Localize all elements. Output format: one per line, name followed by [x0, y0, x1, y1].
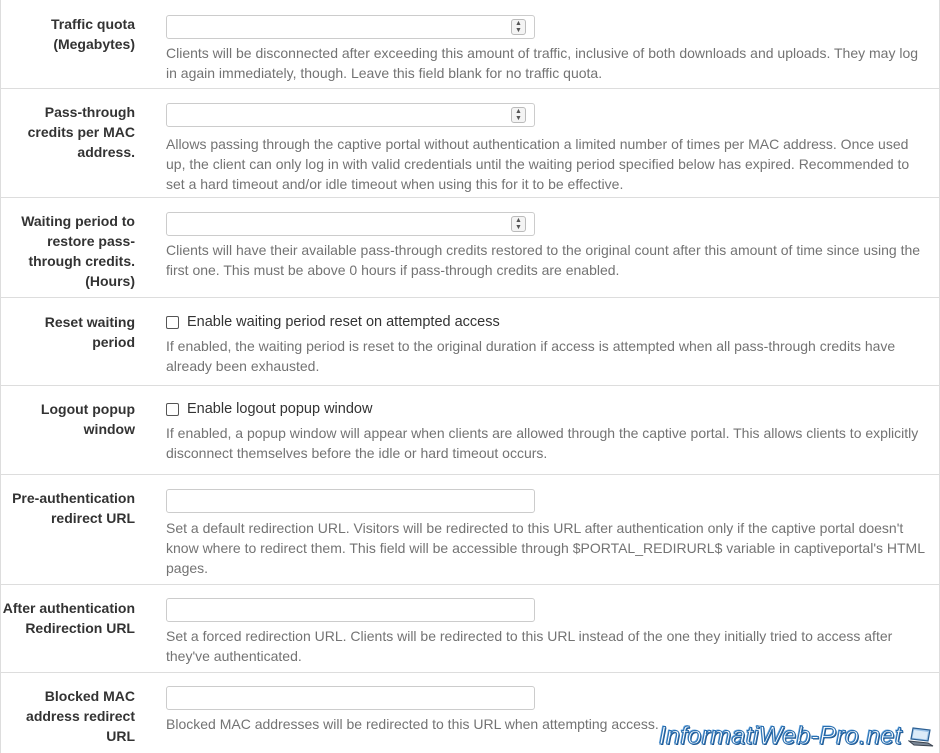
- pass-through-credits-label: Pass-through credits per MAC address.: [27, 104, 135, 160]
- pass-through-credits-help: Allows passing through the captive portal without authentication a limited number of times per MAC address. Once used up, the client can only log in with valid credentials until the waiting period specified below has expired. Recommended to set a hard timeout and/or idle timeout when using this for it to be effective.: [166, 136, 910, 192]
- pre-auth-redirect-label: Pre-authentication redirect URL: [12, 490, 135, 526]
- row-traffic-quota: [1, 0, 939, 89]
- blocked-mac-redirect-input[interactable]: [166, 686, 535, 710]
- spinner-icon[interactable]: ▲ ▼: [511, 19, 526, 35]
- pre-auth-redirect-input[interactable]: [166, 489, 535, 513]
- reset-waiting-period-checkbox[interactable]: [166, 316, 179, 329]
- laptop-icon: [908, 726, 934, 748]
- row-logout-popup: [1, 386, 939, 475]
- pass-through-credits-input[interactable]: [166, 103, 535, 127]
- row-waiting-period: [1, 198, 939, 298]
- row-after-auth-redirect: [1, 585, 939, 673]
- logout-popup-option[interactable]: [166, 399, 929, 419]
- logout-popup-checkbox-label: Enable logout popup window: [187, 401, 373, 417]
- traffic-quota-help: Clients will be disconnected after exceeding this amount of traffic, inclusive of both downloads and uploads. They may log in again immediately, though. Leave this field blank for no traffic quota.: [166, 45, 919, 81]
- blocked-mac-redirect-help: Blocked MAC addresses will be redirected to this URL when attempting access.: [166, 716, 659, 732]
- after-auth-redirect-help: Set a forced redirection URL. Clients will be redirected to this URL instead of the one they initially tried to access after they've authenticated.: [166, 628, 893, 664]
- after-auth-redirect-label: After authentication Redirection URL: [2, 600, 135, 636]
- after-auth-redirect-input[interactable]: [166, 598, 535, 622]
- waiting-period-input[interactable]: [166, 212, 535, 236]
- watermark: [659, 722, 934, 751]
- logout-popup-checkbox[interactable]: [166, 403, 179, 416]
- spinner-icon[interactable]: ▲ ▼: [511, 107, 526, 123]
- watermark-text: InformatiWeb-Pro.net: [658, 722, 902, 750]
- reset-waiting-period-option[interactable]: [166, 312, 929, 332]
- waiting-period-label: Waiting period to restore pass-through credits. (Hours): [21, 213, 135, 289]
- reset-waiting-period-label: Reset waiting period: [44, 314, 135, 350]
- waiting-period-help: Clients will have their available pass-through credits restored to the original count after this amount of time since using the first one. This must be above 0 hours if pass-through credits are enabled.: [166, 242, 921, 278]
- logout-popup-label: Logout popup window: [40, 401, 135, 437]
- row-pre-auth-redirect: [1, 475, 939, 585]
- spinner-icon[interactable]: ▲ ▼: [511, 216, 526, 232]
- row-reset-waiting-period: [1, 298, 939, 386]
- pre-auth-redirect-help: Set a default redirection URL. Visitors will be redirected to this URL after authentication only if the captive portal doesn't know where to redirect them. This field will be accessible through $PORTAL_REDIRURL$ variable in captiveportal's HTML pages.: [166, 520, 925, 576]
- reset-waiting-period-help: If enabled, the waiting period is reset to the original duration if access is attempted when all pass-through credits have already been exhausted.: [166, 338, 896, 374]
- row-pass-through-credits: [1, 89, 939, 198]
- traffic-quota-input[interactable]: [166, 15, 535, 39]
- blocked-mac-redirect-label: Blocked MAC address redirect URL: [26, 688, 135, 744]
- logout-popup-help: If enabled, a popup window will appear when clients are allowed through the captive portal. This allows clients to explicitly disconnect themselves before the idle or hard timeout occurs.: [166, 425, 919, 461]
- reset-waiting-period-checkbox-label: Enable waiting period reset on attempted access: [187, 314, 500, 330]
- traffic-quota-label: Traffic quota (Megabytes): [50, 16, 135, 52]
